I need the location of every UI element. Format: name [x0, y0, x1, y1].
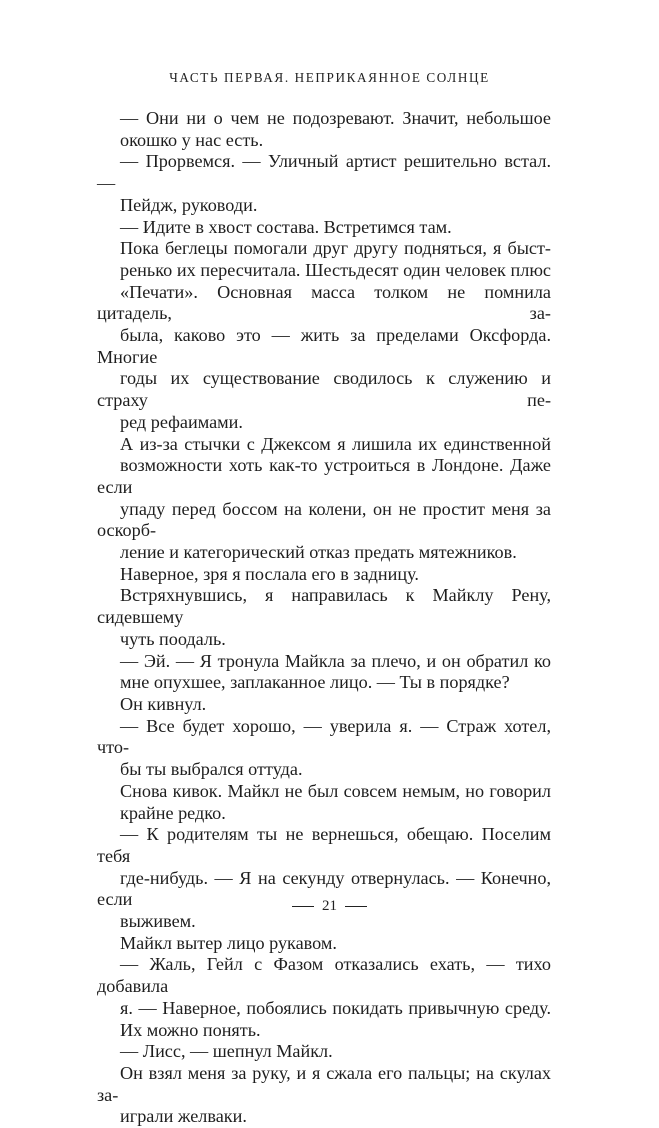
paragraph: [97, 217, 551, 239]
paragraph: [97, 151, 551, 216]
text-line: Он взял меня за руку, и я сжала его пальцы; на скулах за-: [97, 1062, 551, 1105]
text-line: была, каково это — жить за пределами Оксфорда. Многие: [97, 325, 551, 367]
folio-dash-right: [345, 906, 367, 908]
text-line: Пейдж, руководи.: [120, 194, 258, 215]
text-line: — Эй. — Я тронула Майкла за плечо, и он обратил ко: [120, 650, 551, 671]
text-line: — Лисс, — шепнул Майкл.: [120, 1041, 333, 1062]
text-line: — К родителям ты не вернешься, обещаю. Поселим тебя: [97, 824, 551, 866]
text-line: Наверное, зря я послала его в задницу.: [120, 563, 419, 584]
text-line: возможности хоть как-то устроиться в Лондоне. Даже если: [97, 455, 551, 497]
page-number: 21: [322, 898, 337, 914]
text-line: «Печати». Основная масса толком не помнила цитадель, за-: [97, 281, 551, 324]
text-line: ренько их пересчитала. Шестьдесят один человек плюс: [120, 259, 551, 280]
text-line: — Жаль, Гейл с Фазом отказались ехать, — тихо добавила: [97, 954, 551, 997]
text-line: крайне редко.: [120, 802, 226, 823]
text-line: я. — Наверное, побоялись покидать привычную среду.: [120, 997, 551, 1018]
page-folio: [0, 898, 659, 915]
paragraph: [97, 238, 551, 433]
body-text: [97, 108, 551, 1128]
paragraph: [97, 585, 551, 650]
text-line: играли желваки.: [120, 1106, 247, 1127]
text-line: Встряхнувшись, я направилась к Майклу Рену, сидевшему: [97, 585, 551, 628]
text-line: Их можно понять.: [120, 1019, 261, 1040]
paragraph: [97, 694, 551, 716]
text-line: Пока беглецы помогали друг другу подняться, я быст-: [120, 238, 551, 259]
text-line: выживем.: [120, 911, 196, 932]
text-line: Майкл вытер лицо рукавом.: [120, 932, 337, 953]
paragraph: [97, 1041, 551, 1063]
paragraph: [97, 781, 551, 824]
text-line: упаду перед боссом на колени, он не простит меня за оскорб-: [97, 498, 551, 541]
running-head: ЧАСТЬ ПЕРВАЯ. НЕПРИКАЯННОЕ СОЛНЦЕ: [169, 70, 490, 85]
text-line: — Они ни о чем не подозревают. Значит, небольшое: [120, 108, 551, 128]
paragraph: [97, 651, 551, 694]
text-line: Снова кивок. Майкл не был совсем немым, но говорил: [120, 780, 551, 801]
text-line: ред рефаимами.: [120, 411, 243, 432]
paragraph: [97, 108, 551, 151]
paragraph: [97, 824, 551, 933]
text-line: годы их существование сводилось к служению и страху пе-: [97, 368, 551, 411]
text-line: А из-за стычки с Джексом я лишила их единственной: [120, 433, 551, 454]
text-line: где-нибудь. — Я на секунду отвернулась. — Конечно, если: [97, 867, 551, 910]
paragraph: [97, 716, 551, 781]
text-line: бы ты выбрался оттуда.: [120, 759, 303, 780]
text-line: — Все будет хорошо, — уверила я. — Страж хотел, что-: [97, 715, 551, 758]
text-line: Он кивнул.: [120, 693, 207, 714]
paragraph: [97, 434, 551, 564]
text-line: мне опухшее, заплаканное лицо. — Ты в порядке?: [120, 672, 510, 693]
folio-dash-left: [292, 906, 314, 908]
paragraph: [97, 933, 551, 955]
text-line: окошко у нас есть.: [120, 129, 264, 150]
text-line: — Прорвемся. — Уличный артист решительно встал. —: [97, 151, 551, 194]
text-line: ление и категорический отказ предать мятежников.: [120, 542, 517, 563]
text-line: чуть поодаль.: [120, 628, 226, 649]
paragraph: [97, 954, 551, 1041]
text-line: — Идите в хвост состава. Встретимся там.: [120, 216, 452, 237]
paragraph: [97, 1063, 551, 1128]
paragraph: [97, 564, 551, 586]
